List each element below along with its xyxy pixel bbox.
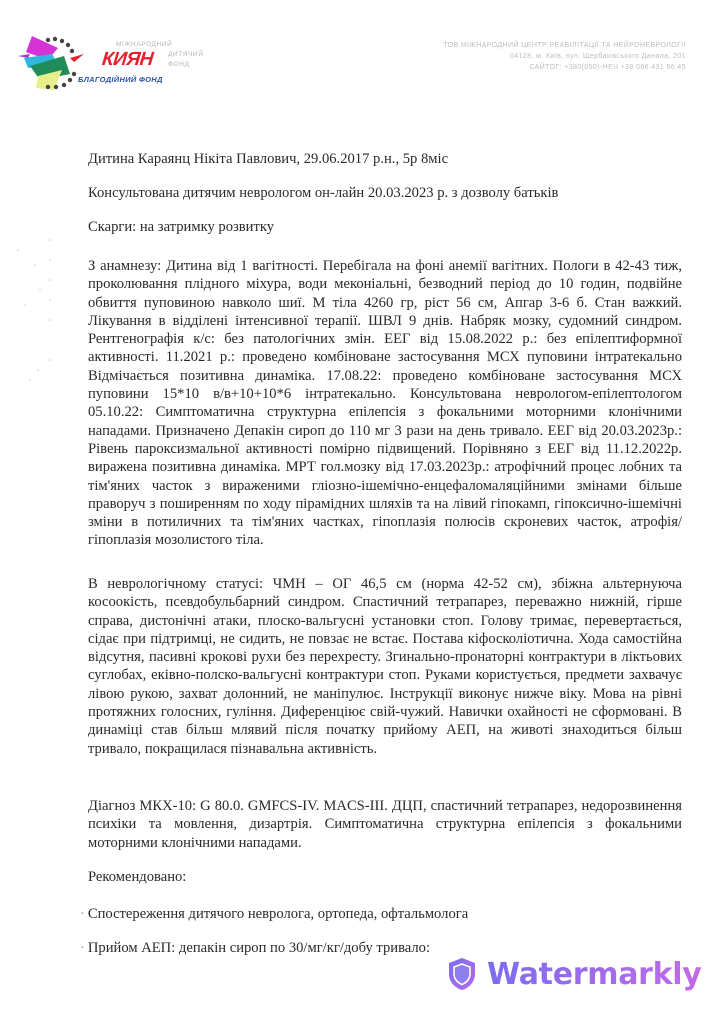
logo-name: КИЯН [100,49,155,70]
recommendation-item: · Спостереження дитячого невролога, ортопеда, офтальмолога [80,906,469,922]
patient-line: Дитина Караянц Нікіта Павлович, 29.06.2017 р.н., 5р 8міс [88,151,449,167]
watermark-text: Watermarkly [487,956,702,992]
foundation-logo [18,30,204,92]
scan-artifacts [10,230,60,400]
neurological-status-paragraph: В неврологічному статусі: ЧМН – ОГ 46,5 см (норма 42-52 см), збіжна альтернуюча косоокість, псевдобульбарний синдром. Спастичний тетрапарез, переважно нижній, гірше справа, дистонічні атаки, плоско-вальгусні установки стоп. Голову тримає, перевертається, сідає при підтримці, не сидить, не повзає не встає. Постава кіфосколіотична. Хода самостійна відсутня, пасивні крокові рухи без перехресту. Згинально-пронаторні контрактури в ліктьових суглобах, еківно-полско-вальгусні контрактури стоп. Руками користується, предмети захвачує лівою рукою, захват долонний, не маніпулює. Інструкції виконує нижче віку. Мова на рівні протяжних голосних, гуління. Диференціює свій-чужий. Навички охайності не сформовані. В динаміці став більш млявий після початку прийому АЕП, на животі знаходиться більш тривало, покращилася пізнавальна активність. [88,576,682,757]
organization-details [443,40,686,73]
consultation-line: Консультована дитячим неврологом он-лайн 20.03.2023 р. з дозволу батьків [88,185,559,201]
logo-faint-text: МІЖНАРОДНИЙ ДИТЯЧИЙ ФОНД [116,41,204,68]
organization-address: 04128, м. Київ, вул. Щербаківського Данила, 201 [509,53,686,60]
recommended-heading: Рекомендовано: [88,869,187,885]
logo-subtitle: БЛАГОДІЙНИЙ ФОНД [78,75,163,84]
diagnosis-paragraph: Діагноз МКХ-10: G 80.0. GMFCS-IV. MACS-III. ДЦП, спастичний тетрапарез, недорозвинення психіки та мовлення, дизартрія. Симптоматична структурна епілепсія з фокальними моторними клонічними нападами. [88,798,682,851]
watermark [447,955,702,993]
complaints-line: Скарги: на затримку розвитку [88,219,275,235]
anamnesis-paragraph: З анамнезу: Дитина від 1 вагітності. Перебігала на фоні анемії вагітних. Пологи в 42-43 тиж, проколювання плідного міхура, води меконіальні, безводний період до 10 годин, подвійне обвиття пуповиною навколо шиї. М тіла 4260 гр, ріст 56 см, Апгар 3-6 б. Стан важкий. Лікування в відділені інтенсивної терапії. ШВЛ 9 днів. Набряк мозку, судомний синдром. Рентгенографія к/с: без патологічних змін. ЕЕГ від 15.08.2022 р.: без епілептиформної активності. 11.2021 р.: проведено комбіноване застосування МСХ пуповини інтратекально Відмічається позитивна динаміка. 17.08.22: проведено комбіноване застосування МСХ пуповини 15*10 в/в+10+10*6 інтратекально. Консультована неврологом-епілептологом 05.10.22: Симптоматична структурна епілепсія з фокальними моторними клонічними нападами. Призначено Депакін сироп до 110 мг 3 рази на день тривало. ЕЕГ від 20.03.2023р.: Рівень пароксизмальної активності помірно підвищений. Порівняно з ЕЕГ від 11.12.2022р. виражена позитивна динаміка. МРТ гол.мозку від 17.03.2023р.: атрофічний процес лобних та тім'яних часток з вираженими гліозно-ішемічно-енцефаломаляційними змінами більше праворуч з поширенням по ходу пірамідних шляхів та на лівий гіпокамп, гіпоксично-ішемічні зміни в потиличних та тім'яних частках, гіпоплазія полюсів скроневих часток, атрофія/гіпоплазія мозолистого тіла. [88,258,682,549]
letterhead [0,0,724,110]
bullet-icon: · [80,940,85,956]
organization-contacts: САЙТОГ: +380(050)-НЕЧ +38 066 431 56 45 [529,64,686,71]
bullet-icon: · [80,906,85,922]
shield-icon [447,957,477,991]
organization-name: ТОВ МІЖНАРОДНИЙ ЦЕНТР РЕАБІЛІТАЦІЇ ТА НЕЙРОНЕВРОЛОГІЇ [443,42,686,49]
recommendation-item: · Прийом АЕП: депакін сироп по 30/мг/кг/добу тривало: [80,940,431,956]
